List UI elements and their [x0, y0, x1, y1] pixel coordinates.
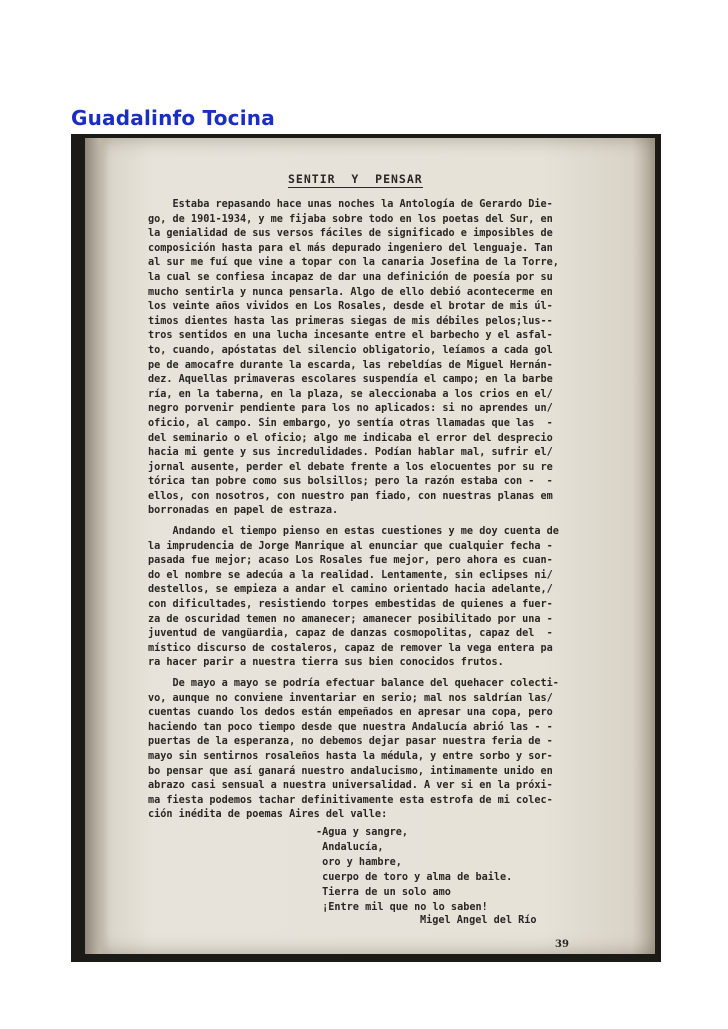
text-line: ellos, con nosotros, con nuestro pan fiado, con nuestras planas em	[148, 490, 553, 502]
text-line: la cual se confiesa incapaz de dar una definición de poesía por su	[148, 271, 553, 283]
text-line: místico discurso de costaleros, capaz de remover la vega entera pa	[148, 642, 553, 654]
text-line: oficio, al campo. Sin embargo, yo sentía otras llamadas que las -	[148, 417, 553, 429]
text-line: al sur me fuí que vine a topar con la canaria Josefina de la Torre,	[148, 257, 559, 269]
poem-stanza	[316, 825, 512, 915]
text-line: los veinte años vividos en Los Rosales, desde el brotar de mis úl-	[148, 301, 553, 313]
text-line: borronadas en papel de estraza.	[148, 505, 339, 517]
site-title: Guadalinfo Tocina	[71, 106, 275, 130]
scanned-page	[71, 134, 661, 962]
text-line: to, cuando, apóstatas del silencio obligatorio, leíamos a cada gol	[148, 344, 553, 356]
text-line: hacia mi gente y sus incredulidades. Podían hablar mal, sufrir el/	[148, 447, 553, 459]
text-line: Estaba repasando hace unas noches la Antología de Gerardo Die-	[148, 199, 553, 210]
poem-line: -Agua y sangre,	[316, 827, 409, 838]
text-line: mucho sentirla y nunca pensarla. Algo de ello debió acontecerme en	[148, 286, 553, 298]
text-line: ma fiesta podemos tachar definitivamente esta estrofa de mi colec-	[148, 794, 553, 806]
text-line: del seminario o el oficio; algo me indicaba el error del desprecio	[148, 432, 553, 444]
text-line: puertas de la esperanza, no debemos dejar pasar nuestra feria de -	[148, 736, 553, 748]
poem-line: cuerpo de toro y alma de baile.	[316, 872, 513, 883]
text-line: pasada fue mejor; acaso Los Rosales fue mejor, pero ahora es cuan-	[148, 555, 553, 567]
text-line: vo, aunque no conviene inventariar en serio; mal nos saldrían las/	[148, 692, 553, 704]
article-paragraph	[148, 198, 616, 519]
text-line: con dificultades, resistiendo torpes embestidas de quienes a fuer-	[148, 599, 553, 611]
text-line: la genialidad de sus versos fáciles de significado e imposibles de	[148, 228, 553, 240]
text-line: juventud de vangüardia, capaz de danzas cosmopolitas, capaz del -	[148, 628, 553, 640]
poem-line: oro y hambre,	[316, 857, 402, 868]
text-line: za de oscuridad temen no amanecer; amanecer posibilitado por una -	[148, 613, 553, 625]
text-line: ción inédita de poemas Aires del valle:	[148, 809, 388, 821]
text-line: abrazo casi sensual a nuestra universalidad. A ver si en la próxi-	[148, 780, 553, 792]
text-line: bo pensar que así ganará nuestro andalucismo, intimamente unido en	[148, 765, 553, 777]
text-line: tros sentidos en una lucha incesante entre el barbecho y el asfal-	[148, 330, 553, 342]
text-line: pe de amocafre durante la escarda, las rebeldías de Miguel Hernán-	[148, 359, 553, 371]
text-line: do el nombre se adecúa a la realidad. Lentamente, sin eclipses ni/	[148, 569, 553, 581]
text-line: cuentas cuando los dedos están empeñados en apresar una copa, pero	[148, 707, 553, 719]
text-line: Andando el tiempo pienso en estas cuestiones y me doy cuenta de	[148, 526, 559, 538]
text-line: destellos, se empieza a andar el camino orientado hacia adelante,/	[148, 584, 553, 596]
text-line: haciendo tan poco tiempo desde que nuestra Andalucía abrió las - -	[148, 721, 553, 733]
text-line: ría, en la taberna, en la plaza, se aleccionaba a los crios en el/	[148, 388, 553, 400]
text-line: timos dientes hasta las primeras siegas de mis débiles pelos;lus--	[148, 315, 553, 327]
page-number: 39	[555, 939, 569, 950]
text-line: composición hasta para el más depurado ingeniero del lenguaje. Tan	[148, 242, 553, 254]
text-line: De mayo a mayo se podría efectuar balance del quehacer colecti-	[148, 678, 559, 689]
article-title: SENTIR Y PENSAR	[288, 172, 423, 186]
author-signature: Migel Angel del Río	[420, 915, 537, 926]
text-line: la imprudencia de Jorge Manrique al enunciar que cualquier fecha -	[148, 540, 553, 552]
article-paragraph	[148, 677, 616, 823]
text-line: dez. Aquellas primaveras escolares suspendía el campo; en la barbe	[148, 374, 553, 386]
paper-sheet	[85, 138, 655, 954]
article-paragraph	[148, 525, 616, 671]
poem-line: ¡Entre mil que no lo saben!	[316, 902, 488, 913]
text-line: tórica tan pobre como sus bolsillos; pero la razón estaba con - -	[148, 476, 553, 488]
text-line: go, de 1901-1934, y me fijaba sobre todo en los poetas del Sur, en	[148, 213, 553, 225]
text-line: mayo sin sentirnos rosaleños hasta la médula, y entre sorbo y sor-	[148, 750, 553, 762]
text-line: jornal ausente, perder el debate frente a los elocuentes por su re	[148, 461, 553, 473]
poem-line: Andalucía,	[316, 842, 384, 853]
poem-line: Tierra de un solo amo	[316, 887, 451, 898]
text-line: negro porvenir pendiente para los no aplicados: si no aprendes un/	[148, 403, 553, 415]
text-line: ra hacer parir a nuestra tierra sus bien conocidos frutos.	[148, 657, 504, 669]
article-body	[148, 198, 616, 823]
binding-gutter	[85, 138, 109, 954]
